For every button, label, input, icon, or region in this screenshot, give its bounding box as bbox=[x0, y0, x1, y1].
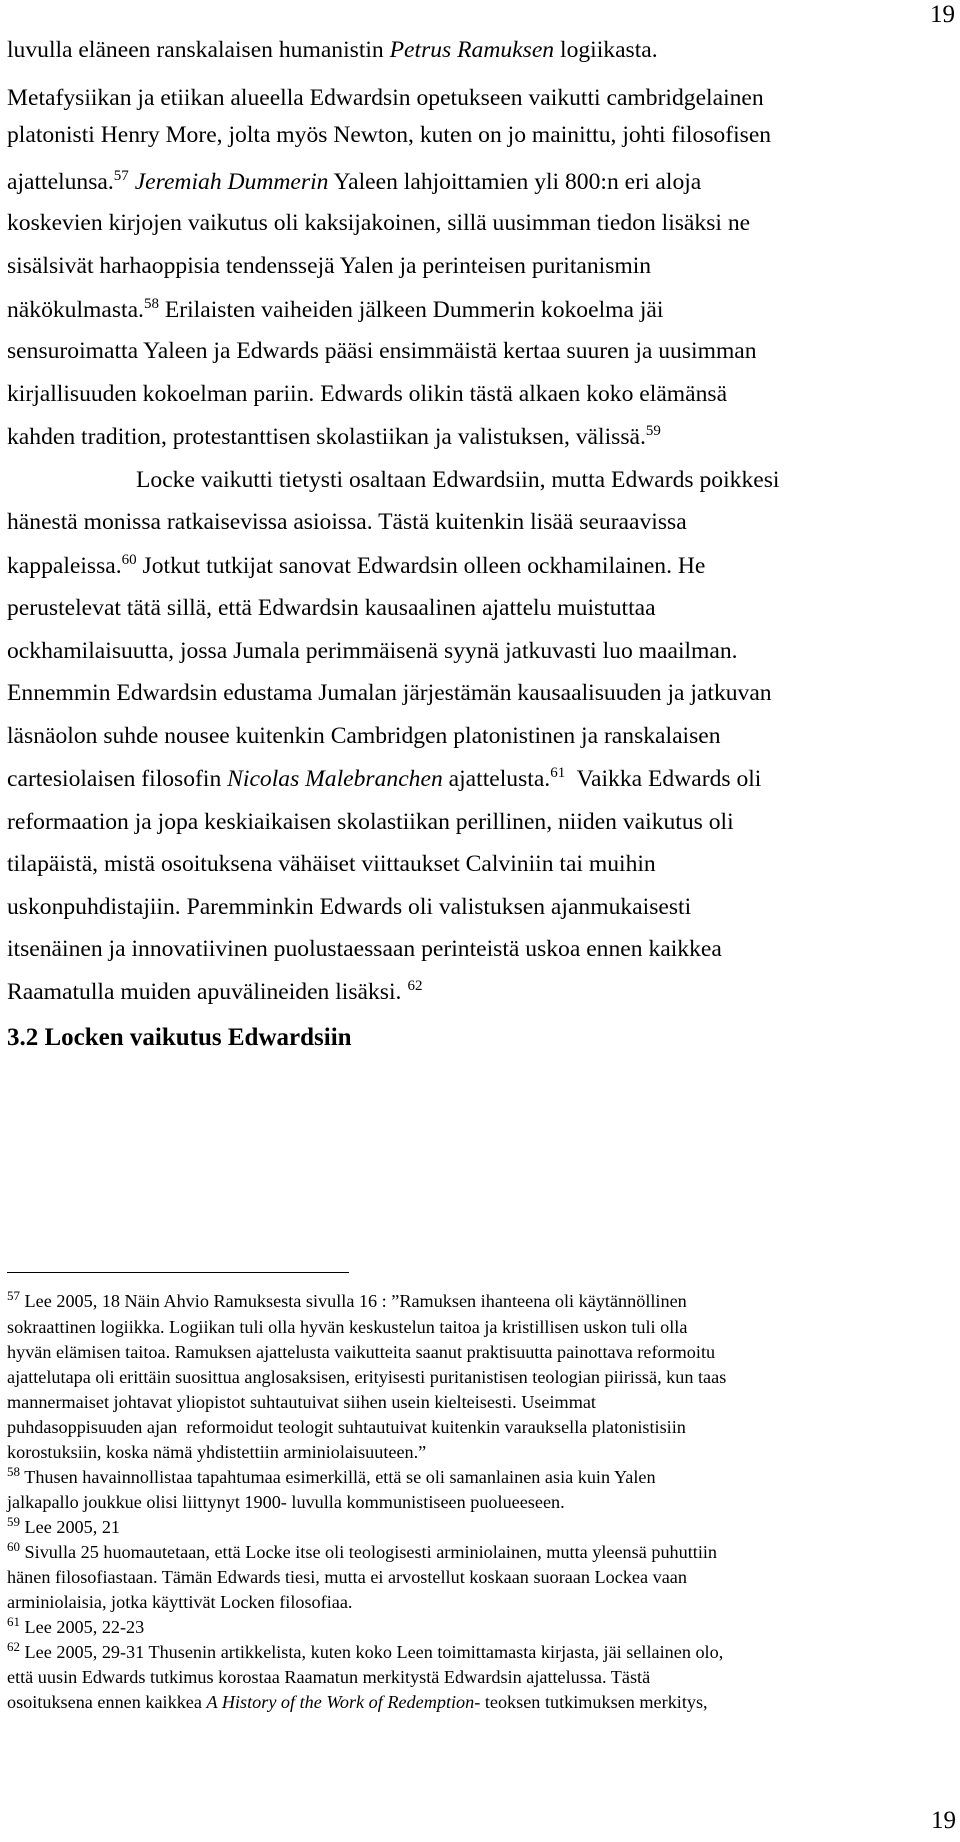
body-line: sisälsivät harhaoppisia tendenssejä Yalen ja perinteisen puritanismin bbox=[7, 253, 652, 279]
body-line: perustelevat tätä sillä, että Edwardsin kausaalinen ajattelu muistuttaa bbox=[7, 595, 656, 621]
body-line: itsenäinen ja innovatiivinen puolustaessaan perinteistä uskoa ennen kaikkea bbox=[7, 936, 722, 962]
footnote-line: korostuksiin, koska nämä yhdistettiin arminiolaisuuteen.” bbox=[7, 1442, 427, 1462]
text: Lee 2005, 22-23 bbox=[20, 1617, 145, 1637]
footnote-59 bbox=[7, 1516, 120, 1540]
text: Lee 2005, 21 bbox=[20, 1517, 121, 1537]
section-heading: 3.2 Locken vaikutus Edwardsiin bbox=[7, 1024, 352, 1051]
italic-name: Petrus Ramuksen bbox=[389, 37, 555, 63]
text: Thusen havainnollistaa tapahtumaa esimerkillä, että se oli samanlainen asia kuin Yalen bbox=[20, 1467, 656, 1487]
footnote-60 bbox=[7, 1541, 717, 1565]
body-line bbox=[7, 36, 658, 64]
text: Lee 2005, 29-31 Thusenin artikkelista, kuten koko Leen toimittamasta kirjasta, jäi sellainen olo, bbox=[20, 1642, 724, 1662]
body-line: kirjallisuuden kokoelman pariin. Edwards olikin tästä alkaen koko elämänsä bbox=[7, 381, 728, 407]
footnote-57 bbox=[7, 1290, 687, 1314]
page-number-top: 19 bbox=[930, 1, 955, 28]
footnote-line: mannermaiset johtavat yliopistot suhtautuivat siihen usein kielteisesti. Useimmat bbox=[7, 1392, 596, 1412]
body-line: platonisti Henry More, jolta myös Newton, kuten on jo mainittu, johti filosofisen bbox=[7, 122, 772, 148]
body-line bbox=[7, 423, 661, 454]
footnote-61 bbox=[7, 1616, 144, 1640]
body-line: Ennemmin Edwardsin edustama Jumalan järjestämän kausaalisuuden ja jatkuvan bbox=[7, 680, 772, 706]
footnote-number: 59 bbox=[7, 1514, 20, 1529]
body-line: hänestä monissa ratkaisevissa asioissa. Tästä kuitenkin lisää seuraavissa bbox=[7, 509, 687, 535]
body-line: läsnäolon suhde nousee kuitenkin Cambridgen platonistinen ja ranskalaisen bbox=[7, 723, 721, 749]
text: näkökulmasta. bbox=[7, 297, 144, 323]
footnote-ref-57[interactable]: 57 bbox=[113, 168, 129, 184]
body-line bbox=[7, 765, 761, 796]
footnote-number: 57 bbox=[7, 1288, 20, 1303]
body-line bbox=[7, 296, 663, 327]
body-line bbox=[7, 978, 422, 1009]
body-line: Locke vaikutti tietysti osaltaan Edwardsiin, mutta Edwards poikkesi bbox=[136, 467, 780, 493]
text: ajattelunsa. bbox=[7, 169, 114, 195]
page-number-bottom: 19 bbox=[931, 1807, 956, 1834]
italic-name: Nicolas Malebranchen bbox=[227, 766, 443, 792]
body-line: uskonpuhdistajiin. Paremminkin Edwards oli valistuksen ajanmukaisesti bbox=[7, 894, 692, 920]
footnote-ref-60[interactable]: 60 bbox=[121, 552, 137, 568]
body-line: reformaation ja jopa keskiaikaisen skolastiikan perillinen, niiden vaikutus oli bbox=[7, 809, 734, 835]
footnote-line: jalkapallo joukkue olisi liittynyt 1900- luvulla kommunistiseen puolueeseen. bbox=[7, 1492, 565, 1512]
text: kappaleissa. bbox=[7, 553, 122, 579]
footnote-separator bbox=[7, 1272, 349, 1273]
body-line bbox=[7, 552, 705, 583]
footnote-62 bbox=[7, 1641, 723, 1665]
text: Lee 2005, 18 Näin Ahvio Ramuksesta sivulla 16 : ”Ramuksen ihanteena oli käytännöllinen bbox=[20, 1291, 687, 1311]
body-line: ockhamilaisuutta, jossa Jumala perimmäisenä syynä jatkuvasti luo maailman. bbox=[7, 638, 738, 664]
body-line: sensuroimatta Yaleen ja Edwards pääsi ensimmäistä kertaa suuren ja uusimman bbox=[7, 338, 757, 364]
footnote-number: 62 bbox=[7, 1639, 20, 1654]
footnote-line: hänen filosofiastaan. Tämän Edwards tiesi, mutta ei arvostellut koskaan suoraan Lockea vaan bbox=[7, 1567, 687, 1587]
text: Jotkut tutkijat sanovat Edwardsin olleen ockhamilainen. He bbox=[136, 553, 706, 579]
text: kahden tradition, protestanttisen skolastiikan ja valistuksen, välissä. bbox=[7, 424, 646, 450]
italic-name: Jeremiah Dummerin bbox=[134, 169, 329, 195]
footnote-ref-62[interactable]: 62 bbox=[407, 978, 423, 994]
text: ajattelusta. bbox=[442, 766, 551, 792]
footnote-line: sokraattinen logiikka. Logiikan tuli olla hyvän keskustelun taitoa ja kristillisen uskon tuli olla bbox=[7, 1317, 688, 1337]
footnote-ref-58[interactable]: 58 bbox=[143, 296, 159, 312]
footnote-line: hyvän elämisen taitoa. Ramuksen ajattelusta vaikutteita saanut praktisuutta painottava reformoitu bbox=[7, 1342, 716, 1362]
footnote-ref-61[interactable]: 61 bbox=[550, 765, 566, 781]
text: Yaleen lahjoittamien yli 800:n eri aloja bbox=[328, 169, 702, 195]
footnote-line: että uusin Edwards tutkimus korostaa Raamatun merkitystä Edwardsin ajattelussa. Tästä bbox=[7, 1667, 651, 1687]
body-line bbox=[7, 168, 701, 199]
text: Vaikka Edwards oli bbox=[565, 766, 762, 792]
text: luvulla eläneen ranskalaisen humanistin bbox=[7, 37, 390, 63]
footnote-58 bbox=[7, 1466, 656, 1490]
text: Raamatulla muiden apuvälineiden lisäksi. bbox=[7, 979, 402, 1005]
body-line: koskevien kirjojen vaikutus oli kaksijakoinen, sillä uusimman tiedon lisäksi ne bbox=[7, 210, 751, 236]
text: logiikasta. bbox=[554, 37, 658, 63]
text: cartesiolaisen filosofin bbox=[7, 766, 228, 792]
body-line: tilapäistä, mistä osoituksena vähäiset viittaukset Calviniin tai muihin bbox=[7, 851, 656, 877]
footnote-number: 60 bbox=[7, 1539, 20, 1554]
text: Sivulla 25 huomautetaan, että Locke itse oli teologisesti arminiolainen, mutta yleensä puhuttiin bbox=[20, 1542, 718, 1562]
footnote-number: 58 bbox=[7, 1464, 20, 1479]
text: Erilaisten vaiheiden jälkeen Dummerin kokoelma jäi bbox=[158, 297, 664, 323]
text: osoituksena ennen kaikkea bbox=[7, 1692, 207, 1712]
body-line: Metafysiikan ja etiikan alueella Edwardsin opetukseen vaikutti cambridgelainen bbox=[7, 85, 764, 111]
footnote-line: puhdasoppisuuden ajan reformoidut teologit suhtautuivat kuitenkin varauksella platonistisiin bbox=[7, 1417, 686, 1437]
italic-title: A History of the Work of Redemption bbox=[206, 1692, 475, 1712]
footnote-line: ajattelutapa oli erittäin suosittua anglosaksisen, erityisesti puritanistisen teologian piirissä, kun taas bbox=[7, 1367, 727, 1387]
footnote-number: 61 bbox=[7, 1614, 20, 1629]
footnote-line bbox=[7, 1691, 708, 1713]
footnote-ref-59[interactable]: 59 bbox=[645, 423, 661, 439]
footnote-line: arminiolaisia, jotka käyttivät Locken filosofiaa. bbox=[7, 1592, 353, 1612]
text: - teoksen tutkimuksen merkitys, bbox=[474, 1692, 708, 1712]
